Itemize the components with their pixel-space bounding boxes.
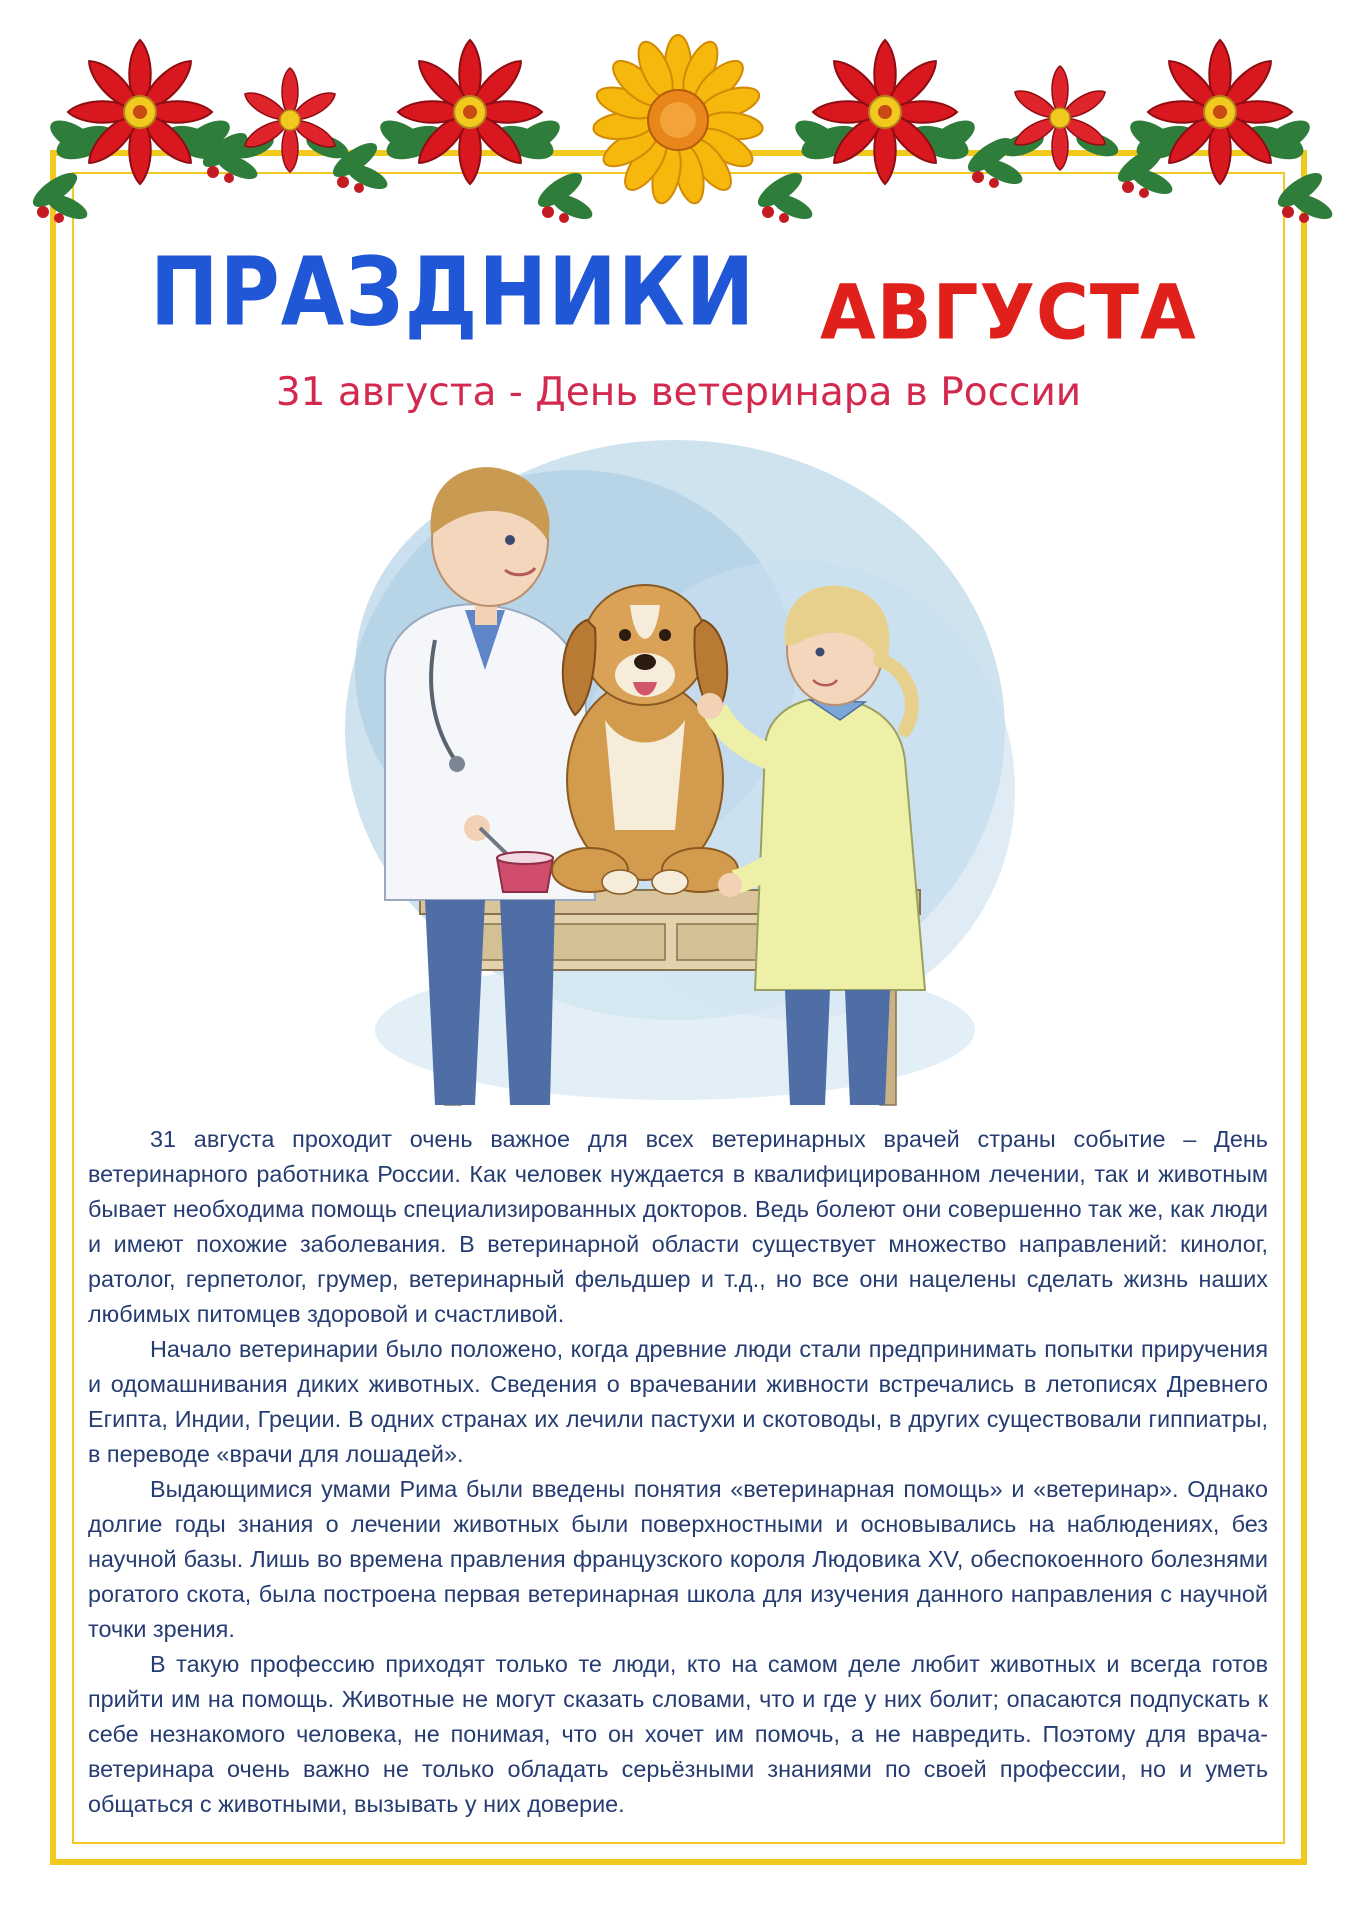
title-month: АВГУСТА	[820, 268, 1197, 357]
article-paragraph: В такую профессию приходят только те люди, кто на самом деле любит животных и всегда готов прийти им на помощь. Животные не могут сказать словами, что и где у них болит; опасаются подпускать к себе незнакомого человека, не понимая, что он хочет им помочь, а не навредить. Поэтому для врача-ветеринара очень важно не только обладать серьёзными знаниями по своей профессии, но и уметь общаться с животными, вызывать у них доверие.	[88, 1651, 1268, 1817]
vet-illustration	[325, 430, 1025, 1110]
sunflower-icon	[592, 35, 764, 206]
article-paragraph: 31 августа проходит очень важное для всех ветеринарных врачей страны событие – День ветеринарного работника России. Как человек нуждается в квалифицированном лечении, так и животным бывает необходима помощь специализированных докторов. Ведь болеют они совершенно так же, как люди и имеют похожие заболевания. В ветеринарной области существует множество направлений: кинолог, ратолог, герпетолог, грумер, ветеринарный фельдшер и т.д., но все они нацелены сделать жизнь наших любимых питомцев здоровой и счастливой.	[88, 1126, 1268, 1327]
article-paragraph: Начало ветеринарии было положено, когда древние люди стали предпринимать попытки приручения и одомашнивания диких животных. Сведения о врачевании живности встречались в летописях Древнего Египта, Индии, Греции. В одних странах их лечили пастухи и скотоводы, в других существовали гиппиатры, в переводе «врачи для лошадей».	[88, 1336, 1268, 1467]
article-text	[88, 1122, 1268, 1822]
flower-garland	[0, 0, 1357, 240]
bowl-icon	[497, 852, 553, 892]
subtitle: 31 августа - День ветеринара в России	[275, 370, 1082, 415]
title-holidays: ПРАЗДНИКИ	[150, 238, 756, 348]
article-paragraph: Выдающимися умами Рима были введены понятия «ветеринарная помощь» и «ветеринар». Однако долгие годы знания о лечении животных были поверхностными и основывались на наблюдениях, без научной базы. Лишь во времена правления французского короля Людовика XV, обеспокоенного болезнями рогатого скота, была построена первая ветеринарная школа для изучения данного направления с научной точки зрения.	[88, 1476, 1268, 1642]
